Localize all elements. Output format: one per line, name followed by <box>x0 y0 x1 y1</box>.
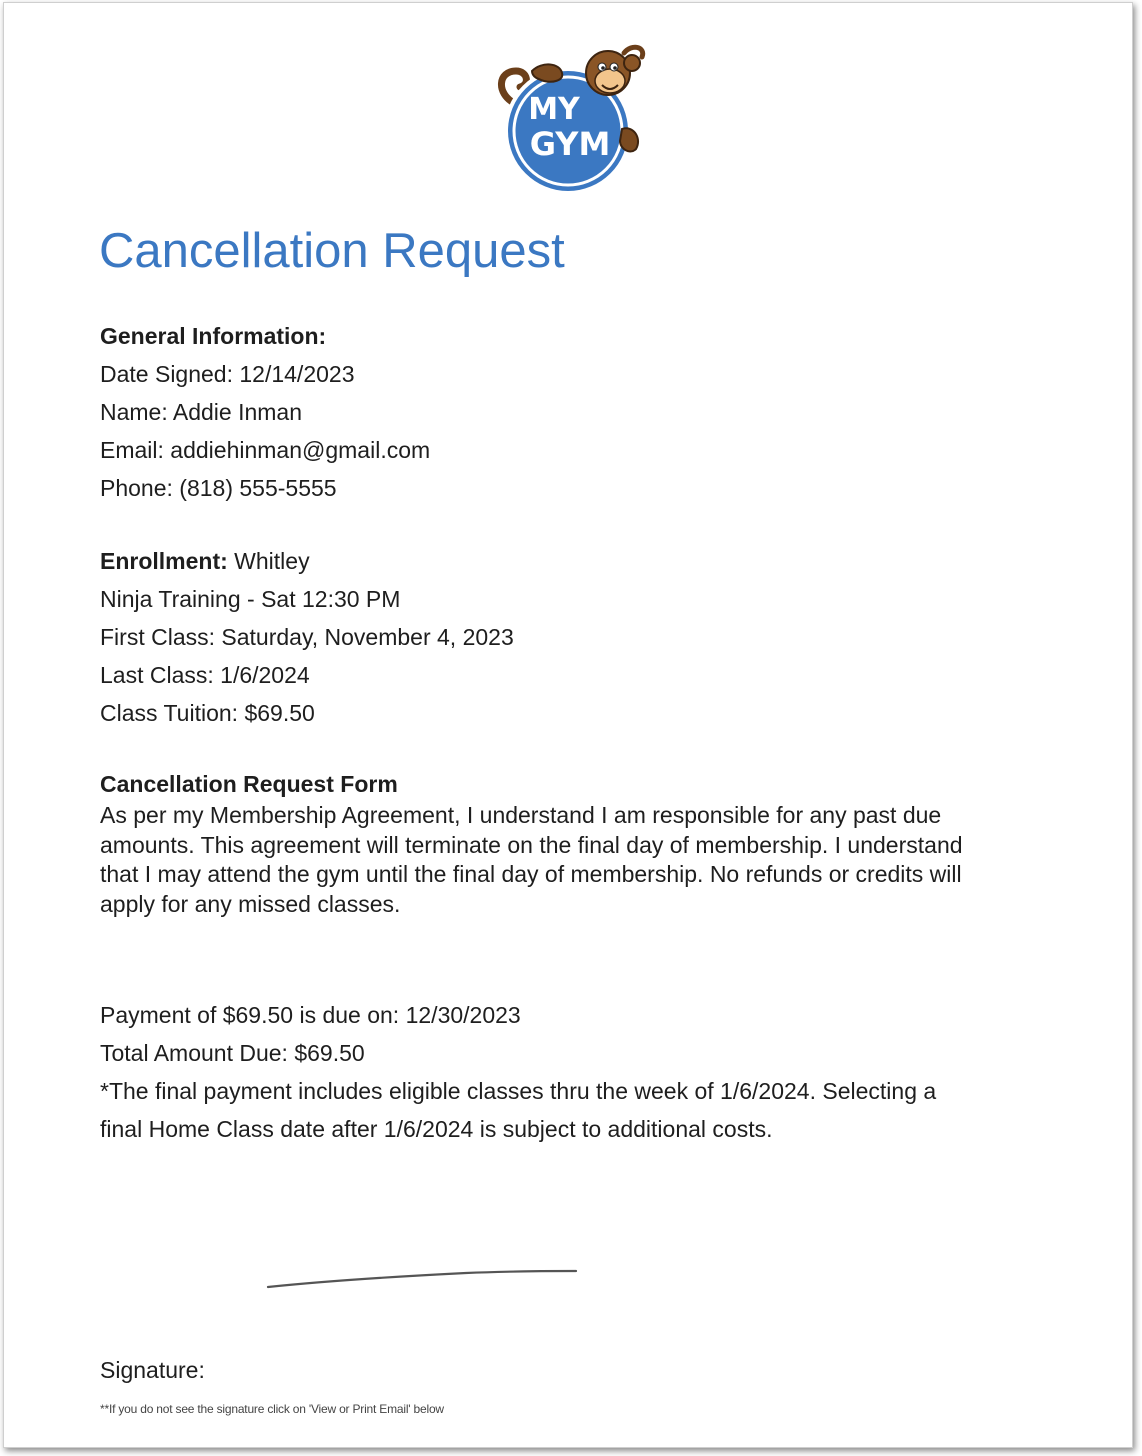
name: Name: Addie Inman <box>100 399 303 425</box>
general-information-section <box>100 317 430 507</box>
payment-note-line: final Home Class date after 1/6/2024 is subject to additional costs. <box>100 1116 773 1142</box>
my-gym-logo <box>492 43 652 203</box>
general-heading: General Information: <box>100 323 327 349</box>
total-amount-due: Total Amount Due: $69.50 <box>100 1040 365 1066</box>
agreement-line: As per my Membership Agreement, I understand I am responsible for any past due <box>100 802 942 828</box>
svg-text:GYM: GYM <box>529 125 611 163</box>
signature-footnote: **If you do not see the signature click on 'View or Print Email' below <box>100 1402 444 1416</box>
agreement-line: apply for any missed classes. <box>100 890 401 917</box>
form-heading: Cancellation Request Form <box>100 771 398 797</box>
signature-label: Signature: <box>100 1357 205 1383</box>
date-signed: Date Signed: 12/14/2023 <box>100 361 355 387</box>
payment-section <box>100 996 936 1148</box>
phone: Phone: (818) 555-5555 <box>100 475 337 501</box>
enrollment-section <box>100 542 514 732</box>
svg-text:MY: MY <box>528 92 580 127</box>
agreement-line: amounts. This agreement will terminate on the final day of membership. I understand <box>100 831 963 858</box>
first-class: First Class: Saturday, November 4, 2023 <box>100 624 514 650</box>
agreement-line: that I may attend the gym until the final day of membership. No refunds or credits will <box>100 861 962 887</box>
class-name: Ninja Training - Sat 12:30 PM <box>100 586 401 612</box>
signature-stroke <box>266 1265 586 1295</box>
cancellation-form-section <box>100 767 1060 919</box>
class-tuition: Class Tuition: $69.50 <box>100 700 315 726</box>
enrollment-label: Enrollment: <box>100 548 228 574</box>
enrollment-value: Whitley <box>227 548 310 574</box>
enrollment-line <box>100 542 514 580</box>
last-class: Last Class: 1/6/2024 <box>100 662 310 688</box>
form-agreement-text <box>100 801 1060 919</box>
document-page <box>3 2 1133 1448</box>
payment-note-line: *The final payment includes eligible classes thru the week of 1/6/2024. Selecting a <box>100 1078 937 1104</box>
page-title: Cancellation Request <box>99 224 565 278</box>
email: Email: addiehinman@gmail.com <box>100 437 431 463</box>
payment-due: Payment of $69.50 is due on: 12/30/2023 <box>100 1002 521 1028</box>
